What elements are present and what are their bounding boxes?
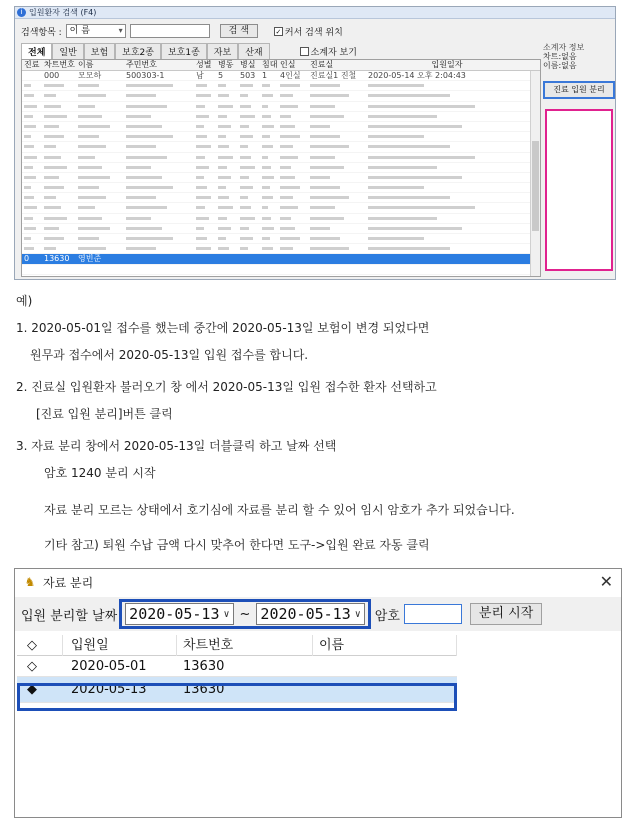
blurred-cell <box>216 224 238 233</box>
dialog-titlebar <box>15 569 621 595</box>
blurred-cell <box>238 183 260 192</box>
search-button[interactable]: 검 색 <box>220 24 258 38</box>
blurred-cell <box>278 193 308 202</box>
table-row[interactable] <box>22 163 540 173</box>
blurred-cell <box>366 122 526 131</box>
blurred-cell <box>308 132 366 141</box>
blurred-cell <box>124 163 194 172</box>
blurred-cell <box>42 244 76 253</box>
blurred-cell <box>42 132 76 141</box>
blurred-cell <box>278 173 308 182</box>
row-mark: ◇ <box>27 658 37 674</box>
blurred-cell <box>76 112 124 121</box>
col-mark[interactable]: ◇ <box>17 635 63 656</box>
blurred-cell <box>124 122 194 131</box>
blurred-cell <box>308 234 366 243</box>
blurred-cell <box>366 81 526 90</box>
blurred-cell <box>22 122 42 131</box>
blurred-cell <box>278 102 308 111</box>
blurred-cell <box>238 153 260 162</box>
row-chart: 13630 <box>183 682 225 697</box>
blurred-cell <box>124 132 194 141</box>
blurred-cell <box>216 142 238 151</box>
blurred-cell <box>260 244 278 253</box>
blurred-cell <box>278 153 308 162</box>
blurred-cell <box>238 234 260 243</box>
blurred-cell <box>76 102 124 111</box>
blurred-cell <box>42 91 76 100</box>
blurred-cell <box>278 91 308 100</box>
blurred-cell <box>216 214 238 223</box>
blurred-cell <box>22 214 42 223</box>
blurred-cell <box>238 91 260 100</box>
step1-detail: 원무과 접수에서 2020-05-13일 입원 접수를 합니다. <box>30 348 309 362</box>
blurred-cell <box>260 81 278 90</box>
blurred-cell <box>278 132 308 141</box>
row-date: 2020-05-01 <box>71 658 147 674</box>
blurred-cell <box>42 163 76 172</box>
row-chart: 13630 <box>183 658 225 674</box>
blurred-cell <box>22 142 42 151</box>
blurred-cell <box>216 122 238 131</box>
blurred-cell <box>76 153 124 162</box>
blurred-cell <box>260 214 278 223</box>
summary-checkbox[interactable]: 소계자 보기 <box>300 43 357 59</box>
blurred-cell <box>238 122 260 131</box>
blurred-cell <box>194 203 216 212</box>
step1-text: 1. 2020-05-01일 접수를 했는데 중간에 2020-05-13일 보험이 변경 되었다면 <box>16 321 430 335</box>
col-clinic[interactable]: 진료실 <box>310 60 334 69</box>
table-row[interactable] <box>22 244 540 254</box>
table-row[interactable] <box>22 234 540 244</box>
blurred-cell <box>216 132 238 141</box>
blurred-cell <box>238 203 260 212</box>
blurred-cell <box>238 102 260 111</box>
table-row[interactable] <box>22 112 540 122</box>
blurred-cell <box>42 173 76 182</box>
blurred-cell <box>42 102 76 111</box>
col-room-type[interactable]: 인실 <box>280 60 296 69</box>
blurred-cell <box>76 203 124 212</box>
blurred-cell <box>278 122 308 131</box>
search-label: 검색항목 : <box>21 27 62 38</box>
blurred-cell <box>76 193 124 202</box>
blurred-cell <box>366 132 526 141</box>
blurred-cell <box>366 244 526 253</box>
step2-detail: [진료 입원 분리]버튼 클릭 <box>36 407 173 421</box>
tab-protection2[interactable]: 보호2종 <box>115 43 161 59</box>
blurred-cell <box>260 193 278 202</box>
table-row[interactable]: 000 모모하 500303-1 남 5 503 1 4인실 진료실1 진철 2020-05-14 오후 2:04:43 <box>22 71 540 81</box>
blurred-cell <box>194 91 216 100</box>
blurred-cell <box>124 224 194 233</box>
table-row[interactable] <box>17 656 457 677</box>
tab-auto-insurance[interactable]: 자보 <box>207 43 238 59</box>
blurred-cell <box>366 163 526 172</box>
app-icon: i <box>17 8 26 17</box>
blurred-cell <box>42 224 76 233</box>
scroll-thumb[interactable] <box>532 141 539 231</box>
step3-tip: 기타 참고) 퇴원 수납 금액 다시 맞추어 한다면 도구->입원 완료 자동 클릭 <box>44 538 430 552</box>
blurred-cell <box>366 91 526 100</box>
blurred-cell <box>260 122 278 131</box>
blurred-cell <box>124 142 194 151</box>
blurred-cell <box>22 81 42 90</box>
blurred-cell <box>42 122 76 131</box>
window-title: 입원환자 검색 (F4) <box>29 8 97 17</box>
col-resident-no[interactable]: 주민번호 <box>126 60 157 69</box>
blurred-cell <box>216 203 238 212</box>
blurred-cell <box>194 132 216 141</box>
blurred-cell <box>194 142 216 151</box>
col-ward[interactable]: 병동 <box>218 60 234 69</box>
password-input[interactable] <box>404 604 462 624</box>
blurred-cell <box>278 234 308 243</box>
summary-info-title: 소계자 정보 <box>543 43 585 52</box>
blurred-cell <box>22 244 42 253</box>
blurred-cell <box>308 183 366 192</box>
col-chart-no[interactable]: 차트번호 <box>44 60 75 69</box>
selected-row-highlight <box>17 683 457 711</box>
blurred-cell <box>22 203 42 212</box>
blurred-cell <box>22 173 42 182</box>
blurred-cell <box>216 102 238 111</box>
blurred-cell <box>278 244 308 253</box>
blurred-cell <box>42 153 76 162</box>
col-sex[interactable]: 성별 <box>196 60 212 69</box>
date-range-highlight <box>119 599 371 629</box>
blurred-cell <box>216 193 238 202</box>
checkbox-empty-icon <box>300 47 309 56</box>
blurred-cell <box>42 214 76 223</box>
blurred-cell <box>124 81 194 90</box>
step3-note: 자료 분리 모르는 상태에서 호기심에 자료를 분리 할 수 있어 임시 암호가 추가 되었습니다. <box>44 503 515 517</box>
blurred-cell <box>260 173 278 182</box>
dialog-toolbar <box>15 597 621 631</box>
grid-header <box>17 635 457 656</box>
blurred-cell <box>42 193 76 202</box>
blurred-cell <box>260 163 278 172</box>
table-row[interactable] <box>22 122 540 132</box>
col-bed[interactable]: 침대 <box>262 60 278 69</box>
blurred-cell <box>22 234 42 243</box>
tab-insurance[interactable]: 보험 <box>84 43 115 59</box>
date-to-select[interactable]: 2020-05-13 ∨ <box>256 603 364 625</box>
blurred-cell <box>76 173 124 182</box>
blurred-cell <box>124 244 194 253</box>
blurred-cell <box>22 91 42 100</box>
blurred-cell <box>124 193 194 202</box>
summary-chart: 차트:없음 <box>543 52 577 61</box>
blurred-cell <box>22 163 42 172</box>
blurred-cell <box>260 132 278 141</box>
blurred-cell <box>42 234 76 243</box>
blurred-cell <box>22 112 42 121</box>
blurred-cell <box>260 153 278 162</box>
blurred-cell <box>216 112 238 121</box>
blurred-cell <box>238 224 260 233</box>
col-chart-no[interactable]: 차트번호 <box>177 635 313 656</box>
blurred-cell <box>42 112 76 121</box>
blurred-cell <box>238 214 260 223</box>
blurred-cell <box>124 203 194 212</box>
blurred-cell <box>194 112 216 121</box>
blurred-cell <box>216 91 238 100</box>
blurred-cell <box>308 81 366 90</box>
range-separator: ~ <box>239 606 251 622</box>
blurred-cell <box>366 102 526 111</box>
cursor-search-checkbox[interactable]: ✓ 커서 검색 위치 <box>275 27 343 38</box>
date-from-select[interactable]: 2020-05-13 ∨ <box>125 603 233 625</box>
search-row <box>21 23 343 39</box>
table-row[interactable] <box>22 173 540 183</box>
blurred-cell <box>194 224 216 233</box>
blurred-cell <box>194 153 216 162</box>
window-titlebar <box>15 7 615 19</box>
table-row[interactable] <box>22 214 540 224</box>
blurred-cell <box>42 81 76 90</box>
table-row[interactable] <box>22 193 540 203</box>
blurred-cell <box>308 91 366 100</box>
grid-scrollbar[interactable] <box>530 71 540 277</box>
blurred-cell <box>278 142 308 151</box>
blurred-cell <box>238 193 260 202</box>
blurred-cell <box>194 81 216 90</box>
table-row-selected[interactable]: 0 13630 영빈준 <box>22 254 540 264</box>
summary-list-box <box>545 109 613 271</box>
col-treatment[interactable]: 진료 <box>24 60 40 69</box>
summary-info-panel <box>543 43 615 70</box>
table-row[interactable] <box>22 102 540 112</box>
blurred-cell <box>308 142 366 151</box>
table-row[interactable] <box>22 91 540 101</box>
blurred-cell <box>124 183 194 192</box>
blurred-cell <box>308 214 366 223</box>
col-name[interactable]: 이름 <box>78 60 94 69</box>
blurred-cell <box>124 102 194 111</box>
blurred-cell <box>22 132 42 141</box>
tab-protection1[interactable]: 보호1종 <box>161 43 207 59</box>
blurred-cell <box>366 224 526 233</box>
blurred-cell <box>260 203 278 212</box>
blurred-cell <box>238 163 260 172</box>
blurred-cell <box>366 112 526 121</box>
date-label: 입원 분리할 날짜 <box>21 608 118 624</box>
table-row[interactable] <box>22 183 540 193</box>
blurred-cell <box>42 203 76 212</box>
blurred-cell <box>216 153 238 162</box>
blurred-cell <box>216 163 238 172</box>
blurred-cell <box>366 173 526 182</box>
blurred-cell <box>22 102 42 111</box>
blurred-cell <box>124 173 194 182</box>
patient-search-window <box>14 6 616 280</box>
separate-admission-button[interactable]: 진료 입원 분리 <box>543 81 615 99</box>
blurred-cell <box>22 153 42 162</box>
blurred-cell <box>366 142 526 151</box>
blurred-cell <box>76 224 124 233</box>
table-row[interactable] <box>22 265 540 275</box>
blurred-cell <box>260 224 278 233</box>
blurred-cell <box>76 132 124 141</box>
table-row[interactable] <box>22 142 540 152</box>
tab-industrial[interactable]: 산재 <box>238 43 269 59</box>
blurred-cell <box>76 91 124 100</box>
blurred-cell <box>308 153 366 162</box>
blurred-cell <box>124 214 194 223</box>
blurred-cell <box>194 244 216 253</box>
blurred-cell <box>76 183 124 192</box>
blurred-cell <box>308 112 366 121</box>
step3-text: 3. 자료 분리 창에서 2020-05-13일 더블클릭 하고 날짜 선택 <box>16 439 337 453</box>
blurred-cell <box>42 183 76 192</box>
blurred-cell <box>308 193 366 202</box>
blurred-cell <box>366 153 526 162</box>
row-mark: ◆ <box>27 682 37 697</box>
blurred-cell <box>216 81 238 90</box>
blurred-cell <box>308 102 366 111</box>
blurred-cell <box>194 214 216 223</box>
blurred-cell <box>238 173 260 182</box>
blurred-cell <box>308 203 366 212</box>
grid-header <box>22 60 540 71</box>
table-row[interactable] <box>22 81 540 91</box>
example-label: 예) <box>16 294 33 308</box>
blurred-cell <box>22 183 42 192</box>
blurred-cell <box>76 214 124 223</box>
blurred-cell <box>194 163 216 172</box>
blurred-cell <box>216 183 238 192</box>
blurred-cell <box>216 173 238 182</box>
blurred-cell <box>22 224 42 233</box>
chevron-down-icon: ▾ <box>118 26 123 35</box>
blurred-cell <box>260 234 278 243</box>
blurred-cell <box>238 132 260 141</box>
blurred-cell <box>260 183 278 192</box>
table-row[interactable] <box>22 224 540 234</box>
search-input[interactable] <box>130 24 210 38</box>
blurred-cell <box>278 214 308 223</box>
blurred-cell <box>22 193 42 202</box>
blurred-cell <box>194 122 216 131</box>
blurred-cell <box>194 193 216 202</box>
start-separate-button[interactable]: 분리 시작 <box>470 603 542 625</box>
search-field-select[interactable]: 이 름 ▾ <box>66 24 126 38</box>
blurred-cell <box>76 234 124 243</box>
table-row[interactable] <box>22 153 540 163</box>
blurred-cell <box>238 112 260 121</box>
blurred-cell <box>366 193 526 202</box>
col-admit-date[interactable]: 입원일 <box>63 635 177 656</box>
app-icon: ♞ <box>24 575 36 589</box>
blurred-cell <box>238 244 260 253</box>
blurred-cell <box>76 122 124 131</box>
col-name[interactable]: 이름 <box>313 635 457 656</box>
blurred-cell <box>124 153 194 162</box>
blurred-cell <box>278 203 308 212</box>
step3-password: 암호 1240 분리 시작 <box>44 466 156 480</box>
col-room[interactable]: 병실 <box>240 60 256 69</box>
data-separate-dialog <box>14 568 622 818</box>
blurred-cell <box>260 142 278 151</box>
blurred-cell <box>308 163 366 172</box>
blurred-cell <box>194 183 216 192</box>
blurred-cell <box>278 112 308 121</box>
table-row[interactable] <box>22 132 540 142</box>
blurred-cell <box>308 173 366 182</box>
blurred-cell <box>42 142 76 151</box>
close-icon[interactable]: ✕ <box>599 572 613 591</box>
blurred-cell <box>366 183 526 192</box>
summary-name: 이름:없음 <box>543 61 577 70</box>
blurred-cell <box>76 163 124 172</box>
blurred-cell <box>278 163 308 172</box>
blurred-cell <box>194 234 216 243</box>
blurred-cell <box>278 224 308 233</box>
blurred-cell <box>278 183 308 192</box>
blurred-cell <box>308 244 366 253</box>
blurred-cell <box>366 203 526 212</box>
password-label: 암호 <box>374 608 400 624</box>
step2-text: 2. 진료실 입원환자 불러오기 창 에서 2020-05-13일 입원 접수한 환자 선택하고 <box>16 380 437 394</box>
blurred-cell <box>194 102 216 111</box>
tab-general[interactable]: 일반 <box>52 43 83 59</box>
chevron-down-icon: ∨ <box>354 608 361 620</box>
table-row[interactable] <box>22 203 540 213</box>
row-date: 2020-05-13 <box>71 682 147 697</box>
patient-grid <box>21 59 541 277</box>
checkbox-checked-icon: ✓ <box>275 27 282 36</box>
blurred-cell <box>260 112 278 121</box>
blurred-cell <box>216 244 238 253</box>
blurred-cell <box>366 214 526 223</box>
blurred-cell <box>238 81 260 90</box>
blurred-cell <box>76 244 124 253</box>
blurred-cell <box>366 234 526 243</box>
blurred-rows <box>22 81 540 254</box>
blurred-cell <box>238 142 260 151</box>
blurred-cell <box>124 112 194 121</box>
blurred-cell <box>76 81 124 90</box>
chevron-down-icon: ∨ <box>223 608 230 620</box>
col-admit-date[interactable]: 입원일자 <box>431 60 463 69</box>
blurred-cell <box>76 142 124 151</box>
blurred-cell <box>124 234 194 243</box>
blurred-cell <box>308 224 366 233</box>
blurred-cell <box>278 81 308 90</box>
blurred-cell <box>308 122 366 131</box>
blurred-cell <box>216 234 238 243</box>
insurance-tabs <box>21 43 357 59</box>
blurred-cell <box>260 91 278 100</box>
blurred-cell <box>194 173 216 182</box>
dialog-title: 자료 분리 <box>43 575 94 590</box>
blurred-cell <box>260 102 278 111</box>
blurred-cell <box>124 91 194 100</box>
tab-all[interactable]: 전체 <box>21 43 52 59</box>
